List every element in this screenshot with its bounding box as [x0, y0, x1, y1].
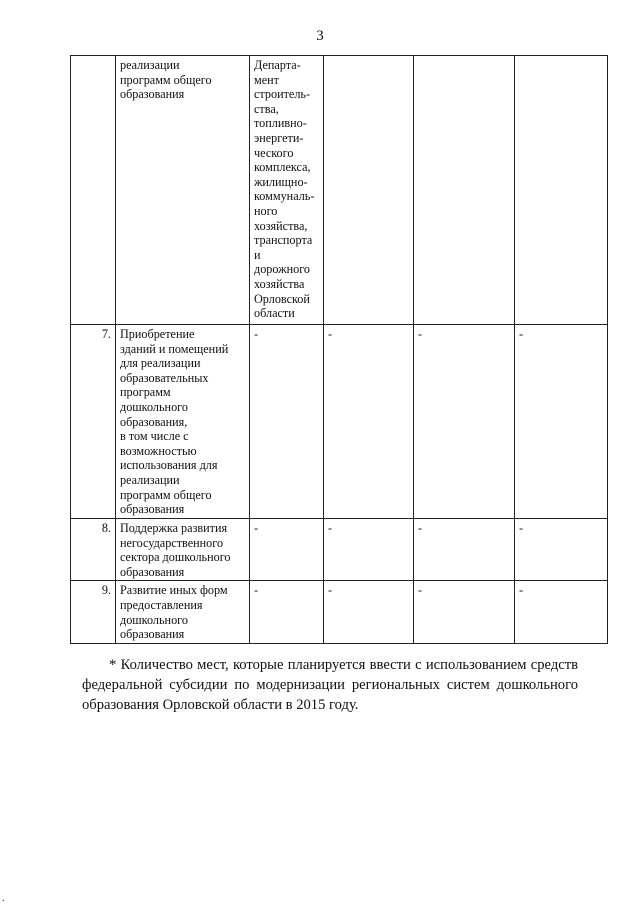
row-number: 9. — [71, 581, 116, 643]
footnote: * Количество мест, которые планируется ввести с использованием средств федеральной субсидии по модернизации региональных систем дошкольного образования Орловской области в 2015 году. — [82, 657, 578, 713]
table-row — [71, 325, 608, 519]
measure-name: Поддержка развития негосударственного сектора дошкольного образования — [116, 519, 250, 581]
program-table — [70, 55, 608, 644]
value-cell-3 — [324, 56, 414, 325]
executor-cell: - — [250, 325, 324, 519]
measure-name: Приобретение зданий и помещений для реализации образовательных программ дошкольного образования, в том числе с возможностью использования для реализации программ общего образования — [116, 325, 250, 519]
value-cell-5: - — [515, 581, 608, 643]
table-row — [71, 519, 608, 581]
value-cell-5: - — [515, 519, 608, 581]
executor-cell: - — [250, 581, 324, 643]
table-row — [71, 56, 608, 325]
table-body — [71, 56, 608, 644]
executor-cell: - — [250, 519, 324, 581]
value-cell-4 — [414, 56, 515, 325]
row-number — [71, 56, 116, 325]
measure-name: Развитие иных форм предоставления дошкольного образования — [116, 581, 250, 643]
scan-dot: . — [2, 893, 5, 904]
value-cell-3: - — [324, 581, 414, 643]
value-cell-4: - — [414, 325, 515, 519]
row-number: 7. — [71, 325, 116, 519]
row-number: 8. — [71, 519, 116, 581]
measure-name: реализации программ общего образования — [116, 56, 250, 325]
page-number: 3 — [316, 28, 324, 44]
value-cell-5 — [515, 56, 608, 325]
value-cell-5: - — [515, 325, 608, 519]
value-cell-3: - — [324, 325, 414, 519]
value-cell-4: - — [414, 519, 515, 581]
table-row — [71, 581, 608, 643]
value-cell-3: - — [324, 519, 414, 581]
value-cell-4: - — [414, 581, 515, 643]
executor-cell: Департа- мент строитель- ства, топливно- энергети- ческого комплекса, жилищно- коммуналь- ного хозяйства, транспорта и дорожного хозяйства Орловской области — [250, 56, 324, 325]
